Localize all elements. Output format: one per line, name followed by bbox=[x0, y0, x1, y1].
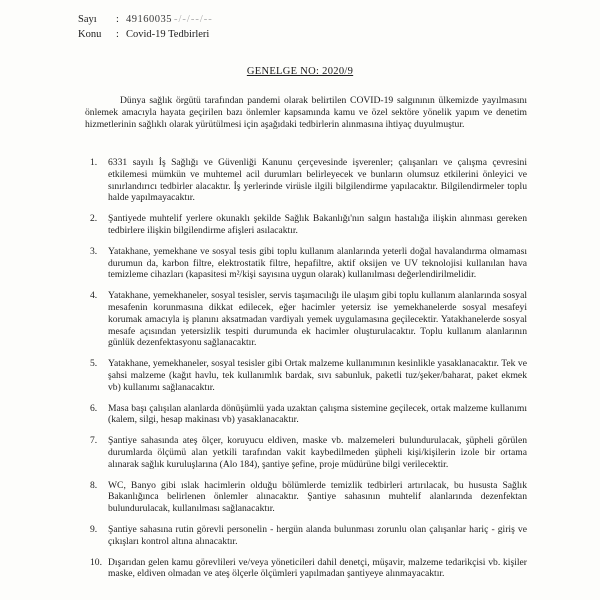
list-item bbox=[85, 524, 527, 548]
sayi-separator: : bbox=[116, 14, 119, 25]
list-item-number: 4. bbox=[90, 290, 98, 302]
list-item-text: Dışarıdan gelen kamu görevlileri ve/veya yöneticileri dahil denetçi, müşavir, malzeme tedarikçisi vb. kişiler maske, eldiven olmadan ve ateş ölçerle ölçümleri yapılmadan şantiyeye alınmayacaktır. bbox=[108, 556, 527, 580]
measures-list bbox=[85, 157, 527, 589]
sayi-value: 49160035 bbox=[126, 14, 172, 25]
konu-value: Covid-19 Tedbirleri bbox=[126, 29, 210, 40]
list-item-text: Yatakhane, yemekhane ve sosyal tesis gibi toplu kullanım alanlarında yeterli doğal havalandırma olmaması durumun da, karbon filtre, elektrostatik filtre, hepafiltre, aktif oksijen ve UV teknolojisi kullanılan hava temizleme cihazları (kapasitesi m²/kişi sayısına uygun olarak) kullanılması değerlendirilmelidir. bbox=[108, 245, 527, 281]
list-item-text: WC, Banyo gibi ıslak hacimlerin olduğu bölümlerde temizlik tedbirleri artırılacak, bu hususta Sağlık Bakanlığınca belirlenen önlemler alınacaktır. Şantiye sahasının muhtelif alanlarında dezenfektan bulundurulacak, kullanılması sağlanacaktır. bbox=[108, 479, 527, 515]
list-item-text: Masa başı çalışılan alanlarda dönüşümlü yada uzaktan çalışma sistemine geçilecek, ortak malzeme kullanımı (kalem, silgi, hesap makinası vb) yasaklanacaktır. bbox=[108, 402, 527, 426]
list-item bbox=[85, 213, 527, 237]
list-item bbox=[85, 480, 527, 515]
list-item-number: 7. bbox=[90, 435, 98, 447]
intro-paragraph: Dünya sağlık örgütü tarafından pandemi olarak belirtilen COVID-19 salgınının ülkemizde yayılmasını önlemek amacıyla hayata geçirilen bazı önlemler kapsamında kamu ve özel sektöre yönelik yapım ve denetim hizmetlerinin sağlıklı olarak yürütülmesi için aşağıdaki tedbirlerin alınmasına ihtiyaç duyulmuştur. bbox=[85, 95, 527, 130]
list-item-number: 9. bbox=[90, 523, 98, 535]
list-item-text: Yatakhane, yemekhaneler, sosyal tesisler gibi Ortak malzeme kullanımının kesinlikle yasaklanacaktır. Tek ve şahsi malzeme (kağıt havlu, tek kullanımlık bardak, sıvı sabunluk, paketli tuz/şeker/baharat, paket ekmek vb) kullanımı sağlanacaktır. bbox=[108, 358, 527, 393]
list-item-number: 10. bbox=[90, 556, 102, 568]
list-item-number: 5. bbox=[90, 358, 98, 370]
konu-separator: : bbox=[116, 29, 119, 40]
list-item-number: 8. bbox=[90, 479, 98, 491]
list-item-text: Şantiyede muhtelif yerlere okunaklı şekilde Sağlık Bakanlığı'nın salgın hastalığa ilişkin alınması gereken tedbirlere ilişkin bilgilendirme afişleri asılacaktır. bbox=[108, 213, 527, 236]
list-item-number: 3. bbox=[90, 245, 98, 257]
document-header bbox=[78, 12, 213, 42]
sayi-faded-suffix: -/-/--/-- bbox=[174, 14, 213, 25]
list-item-text: 6331 sayılı İş Sağlığı ve Güvenliği Kanunu çerçevesinde işverenler; çalışanları ve çalışma çevresini etkilemesi mümkün ve muhtemel acil durumları belirleyecek ve bunların olumsuz etkilerini önleyici ve sınırlandırıcı tedbirler alacaktır. İş yerlerinde virüsle ilgili bilgilendirme yapılacaktır. Bilgilendirmeler toplu halde yapılmayacaktır. bbox=[108, 157, 527, 204]
list-item-text: Yatakhane, yemekhaneler, sosyal tesisler, servis taşımacılığı ile ulaşım gibi toplu kullanım alanlarında sosyal mesafenin korunmasına dikkat edilecek, eğer hacimler yetersiz ise yemekhanelerde sosyal mesafeyi korumak amacıyla iş planını aksatmadan vardiyalı yemek uygulamasına geçilecektir. Yatakhanelerde sosyal mesafe açısından yetersizlik tespiti durumunda ek hacimler oluşturulacaktır. Toplu kullanım alanlarının günlük dezenfektasyonu sağlanacaktır. bbox=[108, 290, 527, 349]
sayi-row bbox=[78, 12, 213, 27]
sayi-label: Sayı bbox=[78, 14, 97, 25]
list-item bbox=[85, 246, 527, 281]
konu-label: Konu bbox=[78, 29, 102, 40]
circular-title-text: GENELGE NO: 2020/9 bbox=[246, 66, 354, 77]
list-item bbox=[85, 403, 527, 427]
list-item-number: 1. bbox=[90, 157, 98, 168]
list-item-text: Şantiye sahasında ateş ölçer, koruyucu eldiven, maske vb. malzemeleri bulundurulacak, şüpheli görülen durumlarda ölçümü alan yetkili tarafından vakit kaybedilmeden şüpheli kişi/kişilerin izole bir ortama alınarak sağlık kuruluşlarına (Alo 184), şantiye şefine, proje müdürüne bilgi verilecektir. bbox=[108, 435, 527, 470]
list-item bbox=[85, 435, 527, 470]
konu-row bbox=[78, 27, 213, 42]
list-item bbox=[85, 157, 527, 204]
list-item bbox=[85, 358, 527, 393]
list-item bbox=[85, 290, 527, 349]
list-item-number: 2. bbox=[90, 213, 98, 225]
list-item-number: 6. bbox=[90, 402, 98, 414]
circular-title bbox=[0, 66, 600, 77]
list-item-text: Şantiye sahasına rutin görevli personelin - hergün alanda bulunması zorunlu olan çalışanlar hariç - giriş ve çıkışları kontrol altına alınacaktır. bbox=[108, 523, 527, 547]
list-item bbox=[85, 557, 527, 581]
